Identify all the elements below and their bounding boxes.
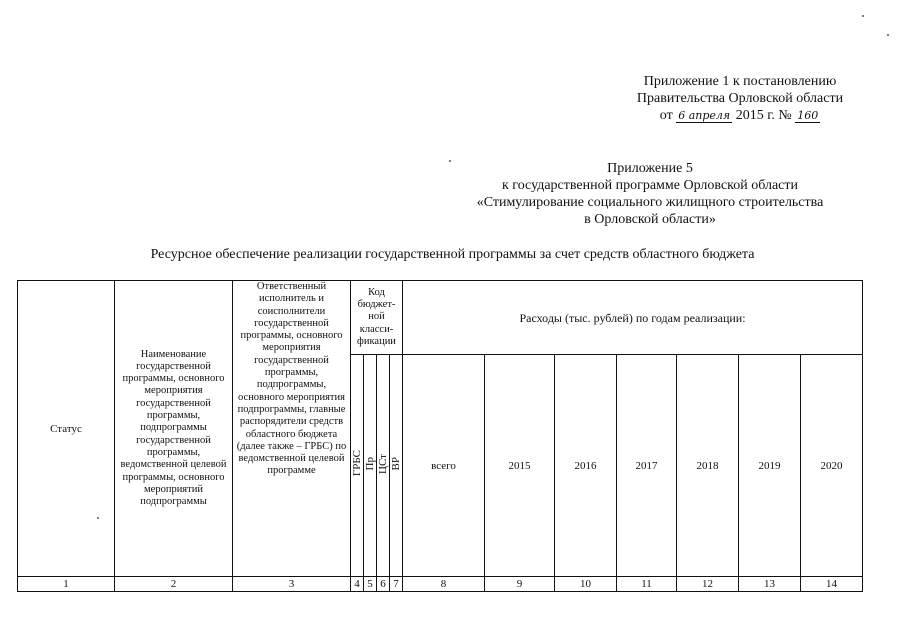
header-status: Статус (18, 281, 115, 577)
appendix1-block (590, 73, 890, 124)
appendix5-block (440, 160, 860, 228)
appendix1-line2: Правительства Орловской области (636, 91, 844, 106)
column-number: 11 (617, 577, 677, 592)
date-prefix: от (659, 108, 673, 123)
table-title: Ресурсное обеспечение реализации государственной программы за счет средств областного бюджета (150, 247, 755, 262)
header-year-2017: 2017 (617, 355, 677, 577)
column-number: 8 (403, 577, 485, 592)
appendix1-line1: Приложение 1 к постановлению (643, 74, 837, 89)
appendix5-line2: к государственной программе Орловской области (502, 178, 798, 193)
header-total: всего (403, 355, 485, 577)
column-number: 5 (364, 577, 377, 592)
header-year-2019: 2019 (739, 355, 801, 577)
scan-speck (887, 34, 889, 36)
header-year-2016: 2016 (555, 355, 617, 577)
column-number: 7 (390, 577, 403, 592)
header-budget-code: Код бюджет-ной класси-фикации (351, 281, 403, 355)
column-number: 2 (115, 577, 233, 592)
column-number: 12 (677, 577, 739, 592)
appendix1-date-line (590, 107, 890, 124)
column-number: 9 (485, 577, 555, 592)
column-number: 14 (801, 577, 863, 592)
header-code-vr: ВР (390, 355, 403, 577)
header-code-grbs: ГРБС (351, 355, 364, 577)
header-year-2018: 2018 (677, 355, 739, 577)
column-number: 10 (555, 577, 617, 592)
handwritten-date: 6 апреля (678, 109, 731, 122)
column-number: 6 (377, 577, 390, 592)
column-number: 4 (351, 577, 364, 592)
appendix5-line3: «Стимулирование социального жилищного строительства (476, 195, 824, 210)
appendix5-line4: в Орловской области» (584, 212, 716, 227)
date-year: 2015 г. № (735, 108, 792, 123)
header-year-2020: 2020 (801, 355, 863, 577)
header-code-pr: Пр (364, 355, 377, 577)
column-number: 3 (233, 577, 351, 592)
header-code-cst: ЦСт (377, 355, 390, 577)
header-expenses: Расходы (тыс. рублей) по годам реализации: (403, 281, 863, 355)
handwritten-number: 160 (797, 109, 819, 122)
scan-speck (862, 15, 864, 17)
header-program-name: Наименование государственной программы, основного мероприятия государственной программы, подпрограммы государственной программы, ведомственной целевой программы, основного мероприятий подпрограммы (115, 281, 233, 577)
resource-table (17, 280, 863, 592)
appendix5-line1: Приложение 5 (607, 161, 693, 176)
header-responsible: Ответственный исполнитель и соисполнители государственной программы, основного мероприятия государственной программы, подпрограммы, основного мероприятия подпрограммы, главные распорядители средств областного бюджета (далее также – ГРБС) по ведомственной целевой программе (233, 281, 351, 577)
column-number: 1 (18, 577, 115, 592)
header-year-2015: 2015 (485, 355, 555, 577)
column-number: 13 (739, 577, 801, 592)
